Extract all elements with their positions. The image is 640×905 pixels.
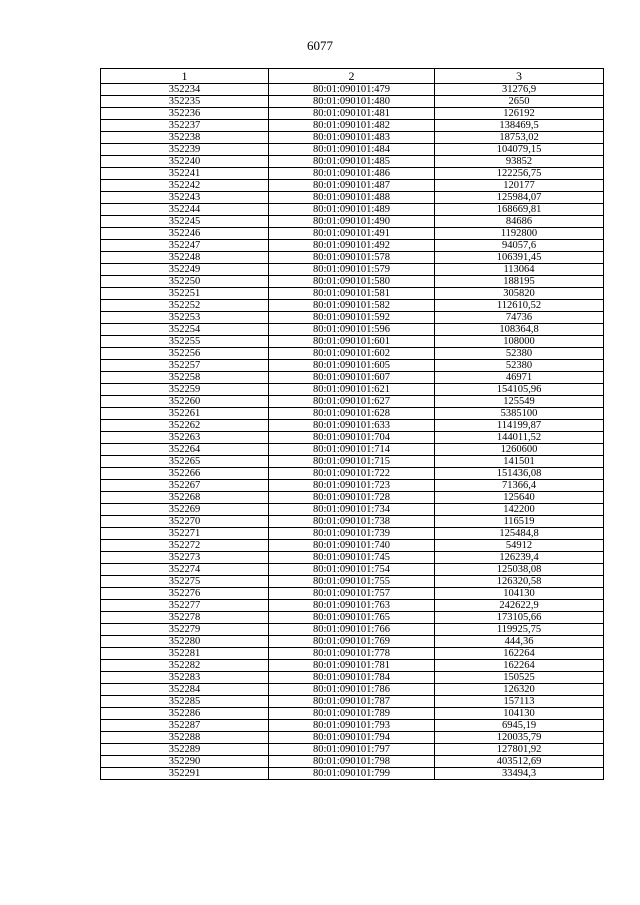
table-row xyxy=(101,276,604,288)
cadastral-number-cell: 80:01:090101:484 xyxy=(269,144,435,156)
table-row xyxy=(101,240,604,252)
value-cell: 104130 xyxy=(435,588,604,600)
row-number-cell: 352262 xyxy=(101,420,269,432)
table-row xyxy=(101,216,604,228)
cadastral-number-cell: 80:01:090101:728 xyxy=(269,492,435,504)
table-row xyxy=(101,96,604,108)
value-cell: 112610,52 xyxy=(435,300,604,312)
value-cell: 52380 xyxy=(435,348,604,360)
table-row xyxy=(101,636,604,648)
row-number-cell: 352266 xyxy=(101,468,269,480)
cadastral-number-cell: 80:01:090101:491 xyxy=(269,228,435,240)
cadastral-number-cell: 80:01:090101:784 xyxy=(269,672,435,684)
row-number-cell: 352257 xyxy=(101,360,269,372)
value-cell: 116519 xyxy=(435,516,604,528)
cadastral-number-cell: 80:01:090101:482 xyxy=(269,120,435,132)
cadastral-number-cell: 80:01:090101:633 xyxy=(269,420,435,432)
row-number-cell: 352288 xyxy=(101,732,269,744)
row-number-cell: 352274 xyxy=(101,564,269,576)
cadastral-number-cell: 80:01:090101:740 xyxy=(269,540,435,552)
cadastral-number-cell: 80:01:090101:488 xyxy=(269,192,435,204)
table-row xyxy=(101,252,604,264)
row-number-cell: 352269 xyxy=(101,504,269,516)
table-row xyxy=(101,408,604,420)
value-cell: 33494,3 xyxy=(435,768,604,780)
row-number-cell: 352253 xyxy=(101,312,269,324)
table-row xyxy=(101,396,604,408)
cadastral-number-cell: 80:01:090101:763 xyxy=(269,600,435,612)
row-number-cell: 352246 xyxy=(101,228,269,240)
cadastral-number-cell: 80:01:090101:786 xyxy=(269,684,435,696)
table-row xyxy=(101,372,604,384)
value-cell: 242622,9 xyxy=(435,600,604,612)
cadastral-number-cell: 80:01:090101:734 xyxy=(269,504,435,516)
table-row xyxy=(101,552,604,564)
cadastral-number-cell: 80:01:090101:722 xyxy=(269,468,435,480)
row-number-cell: 352272 xyxy=(101,540,269,552)
column-header-2: 2 xyxy=(269,69,435,84)
cadastral-number-cell: 80:01:090101:596 xyxy=(269,324,435,336)
table-row xyxy=(101,504,604,516)
row-number-cell: 352263 xyxy=(101,432,269,444)
value-cell: 1192800 xyxy=(435,228,604,240)
value-cell: 444,36 xyxy=(435,636,604,648)
value-cell: 74736 xyxy=(435,312,604,324)
value-cell: 150525 xyxy=(435,672,604,684)
row-number-cell: 352258 xyxy=(101,372,269,384)
row-number-cell: 352270 xyxy=(101,516,269,528)
cadastral-number-cell: 80:01:090101:755 xyxy=(269,576,435,588)
value-cell: 106391,45 xyxy=(435,252,604,264)
table-row xyxy=(101,480,604,492)
row-number-cell: 352252 xyxy=(101,300,269,312)
row-number-cell: 352244 xyxy=(101,204,269,216)
value-cell: 84686 xyxy=(435,216,604,228)
value-cell: 157113 xyxy=(435,696,604,708)
cadastral-number-cell: 80:01:090101:787 xyxy=(269,696,435,708)
row-number-cell: 352289 xyxy=(101,744,269,756)
cadastral-number-cell: 80:01:090101:627 xyxy=(269,396,435,408)
value-cell: 108364,8 xyxy=(435,324,604,336)
table-row xyxy=(101,708,604,720)
value-cell: 126239,4 xyxy=(435,552,604,564)
cadastral-number-cell: 80:01:090101:581 xyxy=(269,288,435,300)
cadastral-number-cell: 80:01:090101:605 xyxy=(269,360,435,372)
cadastral-number-cell: 80:01:090101:480 xyxy=(269,96,435,108)
table-row xyxy=(101,336,604,348)
cadastral-number-cell: 80:01:090101:793 xyxy=(269,720,435,732)
table-row xyxy=(101,180,604,192)
table-row xyxy=(101,492,604,504)
table-row xyxy=(101,132,604,144)
value-cell: 125484,8 xyxy=(435,528,604,540)
table-row xyxy=(101,432,604,444)
row-number-cell: 352283 xyxy=(101,672,269,684)
table-row xyxy=(101,720,604,732)
table-row xyxy=(101,84,604,96)
table-row xyxy=(101,384,604,396)
table-row xyxy=(101,312,604,324)
value-cell: 126192 xyxy=(435,108,604,120)
value-cell: 305820 xyxy=(435,288,604,300)
cadastral-number-cell: 80:01:090101:723 xyxy=(269,480,435,492)
value-cell: 93852 xyxy=(435,156,604,168)
table-row xyxy=(101,732,604,744)
cadastral-number-cell: 80:01:090101:592 xyxy=(269,312,435,324)
row-number-cell: 352239 xyxy=(101,144,269,156)
value-cell: 1260600 xyxy=(435,444,604,456)
table-row xyxy=(101,420,604,432)
row-number-cell: 352285 xyxy=(101,696,269,708)
row-number-cell: 352267 xyxy=(101,480,269,492)
cadastral-number-cell: 80:01:090101:601 xyxy=(269,336,435,348)
row-number-cell: 352281 xyxy=(101,648,269,660)
table-row xyxy=(101,624,604,636)
value-cell: 31276,9 xyxy=(435,84,604,96)
row-number-cell: 352275 xyxy=(101,576,269,588)
column-header-1: 1 xyxy=(101,69,269,84)
table-row xyxy=(101,120,604,132)
cadastral-number-cell: 80:01:090101:765 xyxy=(269,612,435,624)
value-cell: 120177 xyxy=(435,180,604,192)
value-cell: 142200 xyxy=(435,504,604,516)
column-header-3: 3 xyxy=(435,69,604,84)
cadastral-number-cell: 80:01:090101:607 xyxy=(269,372,435,384)
row-number-cell: 352291 xyxy=(101,768,269,780)
row-number-cell: 352251 xyxy=(101,288,269,300)
table-row xyxy=(101,648,604,660)
value-cell: 403512,69 xyxy=(435,756,604,768)
value-cell: 168669,81 xyxy=(435,204,604,216)
row-number-cell: 352261 xyxy=(101,408,269,420)
table-row xyxy=(101,516,604,528)
cadastral-number-cell: 80:01:090101:486 xyxy=(269,168,435,180)
row-number-cell: 352259 xyxy=(101,384,269,396)
table-row xyxy=(101,288,604,300)
cadastral-number-cell: 80:01:090101:621 xyxy=(269,384,435,396)
value-cell: 144011,52 xyxy=(435,432,604,444)
header-row xyxy=(101,69,604,84)
value-cell: 119925,75 xyxy=(435,624,604,636)
value-cell: 52380 xyxy=(435,360,604,372)
row-number-cell: 352254 xyxy=(101,324,269,336)
table-row xyxy=(101,528,604,540)
table-row xyxy=(101,696,604,708)
value-cell: 6945,19 xyxy=(435,720,604,732)
cadastral-number-cell: 80:01:090101:797 xyxy=(269,744,435,756)
table-row xyxy=(101,600,604,612)
row-number-cell: 352256 xyxy=(101,348,269,360)
table-row xyxy=(101,768,604,780)
value-cell: 162264 xyxy=(435,648,604,660)
row-number-cell: 352276 xyxy=(101,588,269,600)
row-number-cell: 352284 xyxy=(101,684,269,696)
cadastral-number-cell: 80:01:090101:789 xyxy=(269,708,435,720)
table-row xyxy=(101,360,604,372)
table-row xyxy=(101,144,604,156)
cadastral-number-cell: 80:01:090101:738 xyxy=(269,516,435,528)
value-cell: 2650 xyxy=(435,96,604,108)
table-row xyxy=(101,324,604,336)
row-number-cell: 352242 xyxy=(101,180,269,192)
value-cell: 125549 xyxy=(435,396,604,408)
value-cell: 151436,08 xyxy=(435,468,604,480)
row-number-cell: 352277 xyxy=(101,600,269,612)
table-row xyxy=(101,228,604,240)
cadastral-number-cell: 80:01:090101:578 xyxy=(269,252,435,264)
cadastral-number-cell: 80:01:090101:580 xyxy=(269,276,435,288)
value-cell: 127801,92 xyxy=(435,744,604,756)
value-cell: 122256,75 xyxy=(435,168,604,180)
page-number: 6077 xyxy=(307,38,333,53)
cadastral-number-cell: 80:01:090101:715 xyxy=(269,456,435,468)
row-number-cell: 352287 xyxy=(101,720,269,732)
row-number-cell: 352250 xyxy=(101,276,269,288)
row-number-cell: 352278 xyxy=(101,612,269,624)
value-cell: 54912 xyxy=(435,540,604,552)
row-number-cell: 352280 xyxy=(101,636,269,648)
value-cell: 114199,87 xyxy=(435,420,604,432)
value-cell: 104130 xyxy=(435,708,604,720)
row-number-cell: 352265 xyxy=(101,456,269,468)
table-row xyxy=(101,204,604,216)
cadastral-number-cell: 80:01:090101:799 xyxy=(269,768,435,780)
cadastral-number-cell: 80:01:090101:794 xyxy=(269,732,435,744)
cadastral-number-cell: 80:01:090101:489 xyxy=(269,204,435,216)
cadastral-number-cell: 80:01:090101:490 xyxy=(269,216,435,228)
row-number-cell: 352271 xyxy=(101,528,269,540)
table-row xyxy=(101,576,604,588)
cadastral-number-cell: 80:01:090101:766 xyxy=(269,624,435,636)
value-cell: 125984,07 xyxy=(435,192,604,204)
cadastral-number-cell: 80:01:090101:481 xyxy=(269,108,435,120)
row-number-cell: 352248 xyxy=(101,252,269,264)
row-number-cell: 352282 xyxy=(101,660,269,672)
value-cell: 188195 xyxy=(435,276,604,288)
table-row xyxy=(101,168,604,180)
row-number-cell: 352237 xyxy=(101,120,269,132)
table-row xyxy=(101,156,604,168)
cadastral-number-cell: 80:01:090101:492 xyxy=(269,240,435,252)
row-number-cell: 352234 xyxy=(101,84,269,96)
value-cell: 108000 xyxy=(435,336,604,348)
table-row xyxy=(101,192,604,204)
value-cell: 125640 xyxy=(435,492,604,504)
cadastral-number-cell: 80:01:090101:579 xyxy=(269,264,435,276)
row-number-cell: 352286 xyxy=(101,708,269,720)
row-number-cell: 352279 xyxy=(101,624,269,636)
cadastral-number-cell: 80:01:090101:485 xyxy=(269,156,435,168)
row-number-cell: 352241 xyxy=(101,168,269,180)
table-row xyxy=(101,672,604,684)
row-number-cell: 352255 xyxy=(101,336,269,348)
value-cell: 125038,08 xyxy=(435,564,604,576)
table-row xyxy=(101,444,604,456)
row-number-cell: 352235 xyxy=(101,96,269,108)
table-row xyxy=(101,348,604,360)
row-number-cell: 352264 xyxy=(101,444,269,456)
cadastral-number-cell: 80:01:090101:739 xyxy=(269,528,435,540)
row-number-cell: 352238 xyxy=(101,132,269,144)
value-cell: 126320 xyxy=(435,684,604,696)
cadastral-number-cell: 80:01:090101:754 xyxy=(269,564,435,576)
cadastral-number-cell: 80:01:090101:628 xyxy=(269,408,435,420)
value-cell: 162264 xyxy=(435,660,604,672)
table-row xyxy=(101,744,604,756)
cadastral-number-cell: 80:01:090101:487 xyxy=(269,180,435,192)
table-row xyxy=(101,300,604,312)
cadastral-number-cell: 80:01:090101:745 xyxy=(269,552,435,564)
table-row xyxy=(101,456,604,468)
value-cell: 141501 xyxy=(435,456,604,468)
value-cell: 173105,66 xyxy=(435,612,604,624)
table-row xyxy=(101,264,604,276)
row-number-cell: 352236 xyxy=(101,108,269,120)
row-number-cell: 352290 xyxy=(101,756,269,768)
table-row xyxy=(101,660,604,672)
value-cell: 18753,02 xyxy=(435,132,604,144)
value-cell: 126320,58 xyxy=(435,576,604,588)
row-number-cell: 352260 xyxy=(101,396,269,408)
table-header xyxy=(101,69,604,84)
cadastral-number-cell: 80:01:090101:781 xyxy=(269,660,435,672)
value-cell: 138469,5 xyxy=(435,120,604,132)
value-cell: 46971 xyxy=(435,372,604,384)
cadastral-number-cell: 80:01:090101:602 xyxy=(269,348,435,360)
row-number-cell: 352240 xyxy=(101,156,269,168)
value-cell: 154105,96 xyxy=(435,384,604,396)
value-cell: 113064 xyxy=(435,264,604,276)
table-row xyxy=(101,756,604,768)
cadastral-number-cell: 80:01:090101:582 xyxy=(269,300,435,312)
row-number-cell: 352268 xyxy=(101,492,269,504)
value-cell: 71366,4 xyxy=(435,480,604,492)
table-row xyxy=(101,684,604,696)
cadastral-number-cell: 80:01:090101:778 xyxy=(269,648,435,660)
table-body xyxy=(101,84,604,780)
row-number-cell: 352245 xyxy=(101,216,269,228)
value-cell: 94057,6 xyxy=(435,240,604,252)
cadastral-number-cell: 80:01:090101:757 xyxy=(269,588,435,600)
cadastral-number-cell: 80:01:090101:704 xyxy=(269,432,435,444)
cadastral-number-cell: 80:01:090101:714 xyxy=(269,444,435,456)
value-cell: 104079,15 xyxy=(435,144,604,156)
cadastral-number-cell: 80:01:090101:479 xyxy=(269,84,435,96)
value-cell: 120035,79 xyxy=(435,732,604,744)
table-row xyxy=(101,468,604,480)
cadastral-number-cell: 80:01:090101:769 xyxy=(269,636,435,648)
cadastral-number-cell: 80:01:090101:483 xyxy=(269,132,435,144)
table-row xyxy=(101,588,604,600)
row-number-cell: 352247 xyxy=(101,240,269,252)
table-row xyxy=(101,612,604,624)
row-number-cell: 352243 xyxy=(101,192,269,204)
table-row xyxy=(101,540,604,552)
row-number-cell: 352249 xyxy=(101,264,269,276)
value-cell: 5385100 xyxy=(435,408,604,420)
table-row xyxy=(101,108,604,120)
data-table xyxy=(100,68,604,780)
row-number-cell: 352273 xyxy=(101,552,269,564)
cadastral-number-cell: 80:01:090101:798 xyxy=(269,756,435,768)
table-row xyxy=(101,564,604,576)
